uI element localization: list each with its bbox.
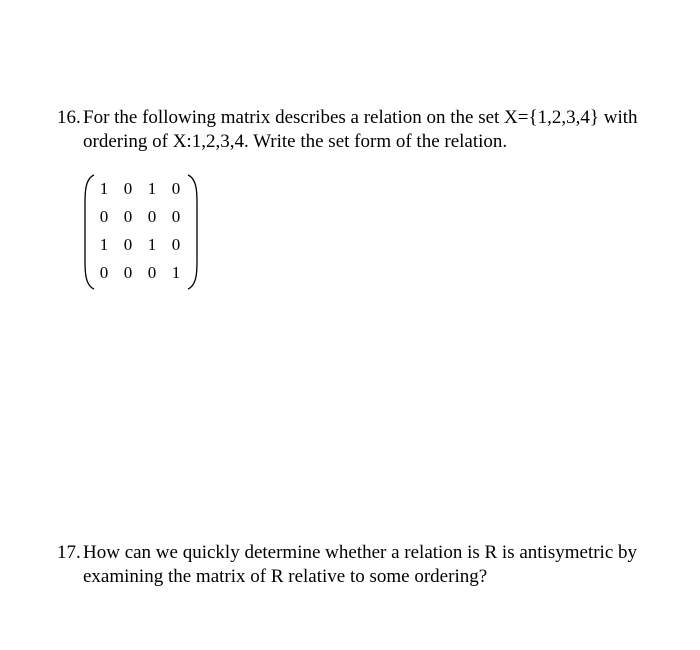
question-17-text-2: examining the matrix of R relative to some ordering?: [83, 566, 488, 587]
question-16-text-2: ordering of X:1,2,3,4. Write the set form of the relation.: [83, 131, 508, 152]
matrix-cell: 0: [171, 207, 181, 226]
matrix-right-paren: [186, 173, 200, 291]
matrix-cell: 0: [99, 207, 109, 226]
question-17-line-1: [57, 541, 677, 565]
matrix-cell: 0: [171, 235, 181, 254]
matrix-cell: 1: [147, 179, 157, 198]
question-16: [57, 106, 677, 154]
matrix-cell: 0: [123, 207, 133, 226]
question-17: [57, 541, 677, 589]
matrix-cell: 0: [123, 235, 133, 254]
matrix-cell: 0: [99, 263, 109, 282]
matrix-cell: 1: [99, 235, 109, 254]
question-17-line-2: [57, 565, 677, 589]
question-17-number: 17.: [57, 542, 81, 563]
question-16-line-2: [57, 130, 677, 154]
matrix-cell: 0: [123, 263, 133, 282]
matrix-cell: 1: [147, 235, 157, 254]
question-16-number: 16.: [57, 107, 81, 128]
matrix-cell: 1: [171, 263, 181, 282]
relation-matrix: [82, 173, 200, 291]
matrix-cells: [92, 175, 188, 287]
matrix-cell: 0: [123, 179, 133, 198]
question-17-text-1: How can we quickly determine whether a relation is R is antisymetric by: [83, 542, 638, 563]
matrix-cell: 1: [99, 179, 109, 198]
matrix-cell: 0: [147, 207, 157, 226]
question-16-text-1: For the following matrix describes a relation on the set X={1,2,3,4} with: [83, 107, 638, 128]
question-16-line-1: [57, 106, 677, 130]
matrix-cell: 0: [171, 179, 181, 198]
matrix-cell: 0: [147, 263, 157, 282]
